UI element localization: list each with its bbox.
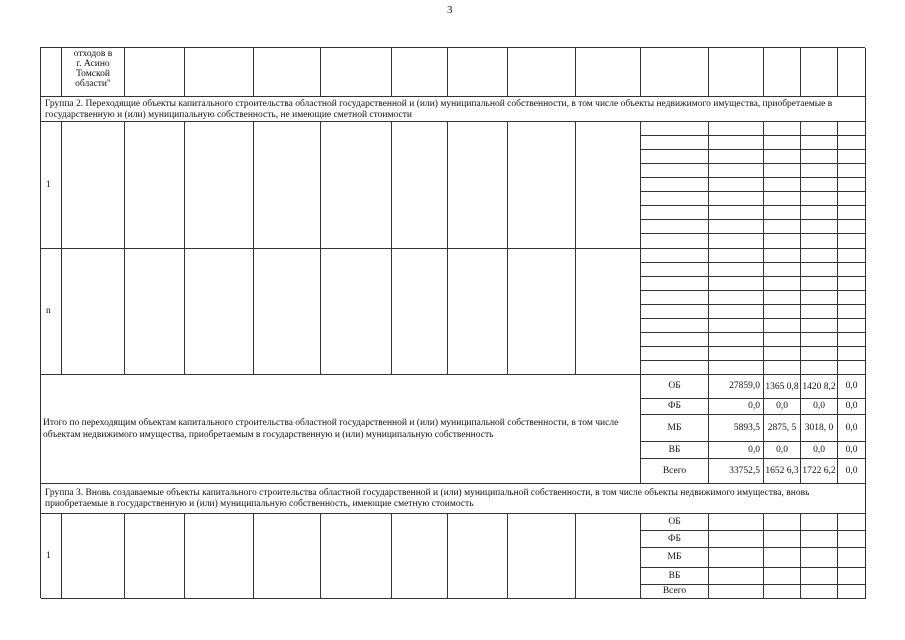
value-cell: 0,0 [801, 442, 838, 459]
value-cell: 5893,5 [709, 415, 764, 442]
table-cell [185, 249, 254, 375]
table-cell [125, 514, 185, 599]
table-cell [185, 122, 254, 249]
table-cell [801, 48, 838, 97]
value-cell: 1652 6,3 [764, 459, 801, 484]
value-cell: 0,0 [838, 442, 866, 459]
table-cell [62, 514, 125, 599]
table-cell [838, 48, 866, 97]
value-cell [764, 585, 801, 599]
table-cell [709, 48, 764, 97]
table-cell [448, 122, 508, 249]
source-cell: ФБ [641, 531, 709, 548]
table-cell [764, 48, 801, 97]
value-cell [709, 585, 764, 599]
value-cell [838, 585, 866, 599]
row-number: 1 [41, 514, 62, 599]
value-cell [709, 531, 764, 548]
value-cell [838, 568, 866, 585]
value-cell: 0,0 [838, 415, 866, 442]
value-cell: 33752,5 [709, 459, 764, 484]
table-cell [321, 122, 392, 249]
source-cell: МБ [641, 415, 709, 442]
value-cell [838, 514, 866, 531]
table-cell [576, 48, 641, 97]
total-label [41, 375, 641, 484]
table-cell [254, 48, 321, 97]
value-cell [801, 514, 838, 531]
value-cell [709, 514, 764, 531]
table-cell [508, 249, 576, 375]
table-cell [576, 514, 641, 599]
table-cell [62, 249, 125, 375]
table-cell [392, 514, 448, 599]
value-cell [801, 585, 838, 599]
subgrid-lines [641, 122, 866, 249]
table-cell [448, 249, 508, 375]
value-cell [801, 531, 838, 548]
table-cell [321, 48, 392, 97]
object-name-line: г. Асино [76, 59, 110, 69]
investment-table [40, 47, 865, 598]
table-cell [185, 48, 254, 97]
table-cell [392, 48, 448, 97]
table-cell [185, 514, 254, 599]
page-number: 3 [447, 4, 453, 16]
value-cell: 0,0 [838, 399, 866, 415]
value-cell [709, 568, 764, 585]
table-cell [508, 48, 576, 97]
table-cell [125, 122, 185, 249]
object-name-line: Томской [76, 69, 110, 79]
object-name-cell [62, 48, 125, 97]
table-cell [125, 249, 185, 375]
table-cell [62, 122, 125, 249]
value-cell [709, 548, 764, 568]
value-cell: 0,0 [709, 442, 764, 459]
source-subgrid [641, 122, 866, 249]
source-cell: Всего [641, 585, 709, 599]
row-number: 1 [41, 122, 62, 249]
value-cell: 0,0 [838, 459, 866, 484]
source-cell: МБ [641, 548, 709, 568]
value-cell: 0,0 [801, 399, 838, 415]
table-cell [576, 249, 641, 375]
source-subgrid [641, 249, 866, 375]
group-2-header: Группа 2. Переходящие объекты капитального строительства областной государственной и (или) муниципальной собственности, в том числе объекты недвижимого имущества, приобретаемые в государственную и (или) муниципальную собственность, не имеющие сметной стоимости [41, 97, 866, 122]
value-cell: 1365 0,8 [764, 375, 801, 399]
source-cell: ВБ [641, 568, 709, 585]
table-cell [576, 122, 641, 249]
table-cell [321, 249, 392, 375]
object-name-line: области" [75, 79, 111, 89]
table-cell [508, 514, 576, 599]
value-cell [764, 548, 801, 568]
value-cell: 0,0 [838, 375, 866, 399]
value-cell [801, 568, 838, 585]
value-cell: 3018, 0 [801, 415, 838, 442]
source-cell: ФБ [641, 399, 709, 415]
table-cell [41, 48, 62, 97]
total-label-text: Итого по переходящим объектам капитального строительства областной государственной и (или) муниципальной собственности, в том числе объектам недвижимого имущества, приобретаемым в государственную и (или) муниципальную собственность [43, 418, 619, 440]
table-cell [508, 122, 576, 249]
value-cell: 0,0 [764, 442, 801, 459]
table-cell [448, 48, 508, 97]
value-cell: 0,0 [709, 399, 764, 415]
group-3-header: Группа 3. Вновь создаваемые объекты капитального строительства областной государственной и (или) муниципальной собственности, в том числе объекты недвижимого имущества, вновь приобретаемые в государственную и (или) муниципальную собственность, имеющие сметную стоимость [41, 484, 866, 514]
object-name-line: отходов в [73, 49, 113, 59]
source-cell: ВБ [641, 442, 709, 459]
value-cell [764, 531, 801, 548]
value-cell [764, 514, 801, 531]
value-cell [838, 548, 866, 568]
table-cell [448, 514, 508, 599]
table-cell [321, 514, 392, 599]
subgrid-lines [641, 249, 866, 375]
value-cell [838, 531, 866, 548]
value-cell [764, 568, 801, 585]
value-cell: 0,0 [764, 399, 801, 415]
row-number: n [41, 249, 62, 375]
table-cell [641, 48, 709, 97]
value-cell [801, 548, 838, 568]
table-cell [254, 249, 321, 375]
table-cell [392, 249, 448, 375]
value-cell: 1420 8,2 [801, 375, 838, 399]
source-cell: Всего [641, 459, 709, 484]
value-cell: 2875, 5 [764, 415, 801, 442]
table-cell [392, 122, 448, 249]
table-cell [254, 514, 321, 599]
value-cell: 27859,0 [709, 375, 764, 399]
source-cell: ОБ [641, 375, 709, 399]
value-cell: 1722 6,2 [801, 459, 838, 484]
table-cell [125, 48, 185, 97]
source-cell: ОБ [641, 514, 709, 531]
table-cell [254, 122, 321, 249]
